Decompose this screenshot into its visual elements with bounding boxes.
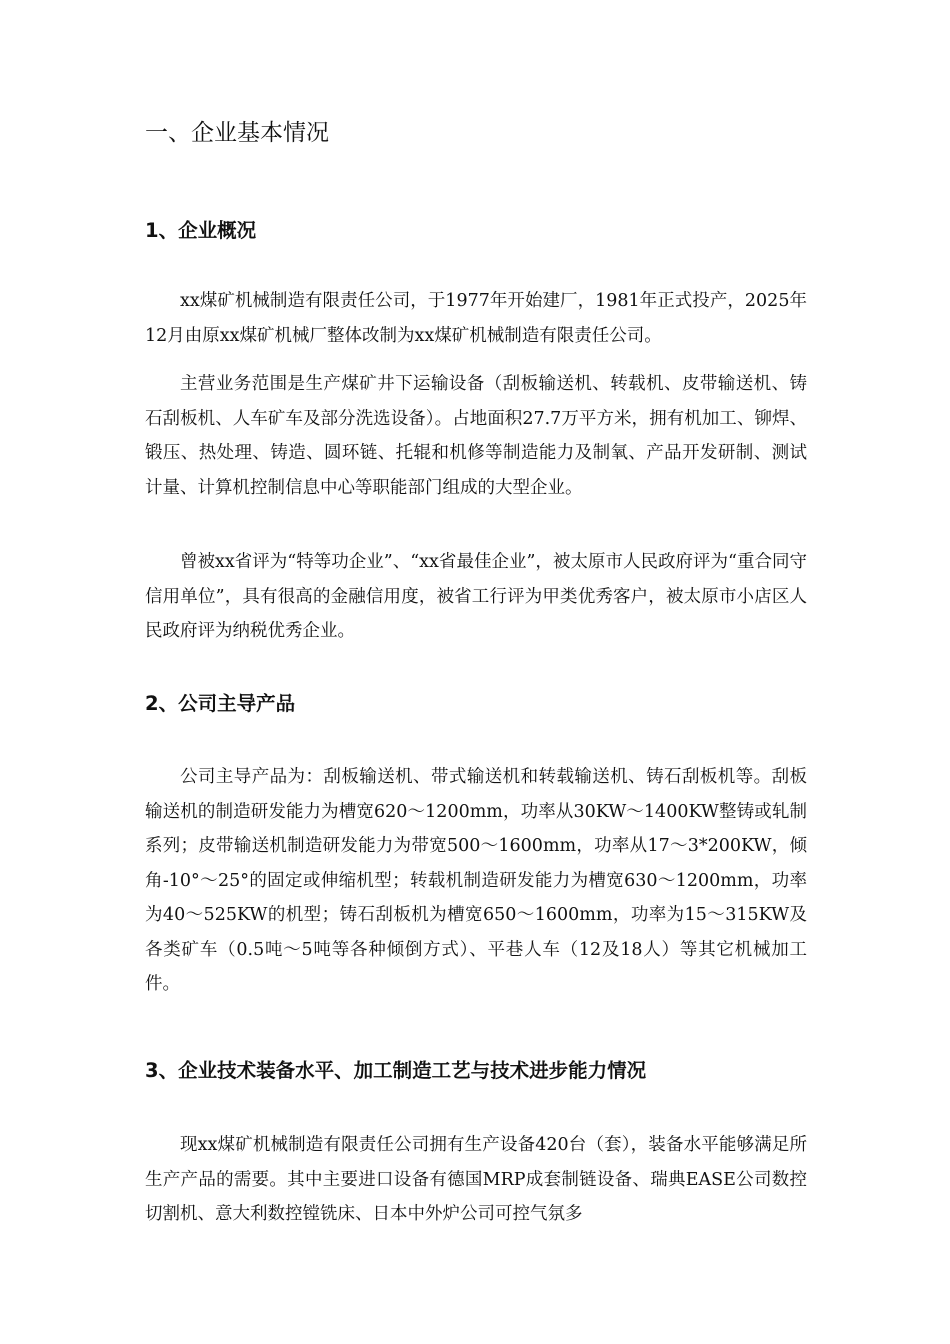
subsection-heading-technology: 3、企业技术装备水平、加工制造工艺与技术进步能力情况 bbox=[145, 1059, 647, 1082]
paragraph-main-products: 公司主导产品为：刮板输送机、带式输送机和转载输送机、铸石刮板机等。刮板输送机的制造研发能力为槽宽620～1200mm，功率从30KW～1400KW整铸或轧制系列；皮带输送机制造研发能力为带宽500～1600mm，功率从17～3*200KW，倾角-10°～25°的固定或伸缩机型；转载机制造研发能力为槽宽630～1200mm，功率为40～525KW的机型；铸石刮板机为槽宽650～1600mm，功率为15～315KW及各类矿车（0.5吨～5吨等各种倾倒方式）、平巷人车（12及18人）等其它机械加工件。 bbox=[145, 767, 807, 994]
subsection-heading-products: 2、公司主导产品 bbox=[145, 692, 296, 715]
paragraph-business-scope: 主营业务范围是生产煤矿井下运输设备（刮板输送机、转载机、皮带输送机、铸石刮板机、人车矿车及部分洗选设备）。占地面积27.7万平方米，拥有机加工、铆焊、锻压、热处理、铸造、圆环链、托辊和机修等制造能力及制氧、产品开发研制、测试计量、计算机控制信息中心等职能部门组成的大型企业。 bbox=[145, 374, 807, 498]
paragraph-equipment: 现xx煤矿机械制造有限责任公司拥有生产设备420台（套），装备水平能够满足所生产产品的需要。其中主要进口设备有德国MRP成套制链设备、瑞典EASE公司数控切割机、意大利数控镗铣床、日本中外炉公司可控气氛多 bbox=[145, 1135, 807, 1224]
section-title: 一、企业基本情况 bbox=[145, 120, 329, 146]
paragraph-company-history: xx煤矿机械制造有限责任公司，于1977年开始建厂，1981年正式投产，2025年12月由原xx煤矿机械厂整体改制为xx煤矿机械制造有限责任公司。 bbox=[145, 291, 807, 346]
subsection-heading-overview: 1、企业概况 bbox=[145, 219, 257, 242]
paragraph-honors: 曾被xx省评为“特等功企业”、“xx省最佳企业”，被太原市人民政府评为“重合同守信用单位”，具有很高的金融信用度，被省工行评为甲类优秀客户，被太原市小店区人民政府评为纳税优秀企业。 bbox=[145, 552, 807, 641]
